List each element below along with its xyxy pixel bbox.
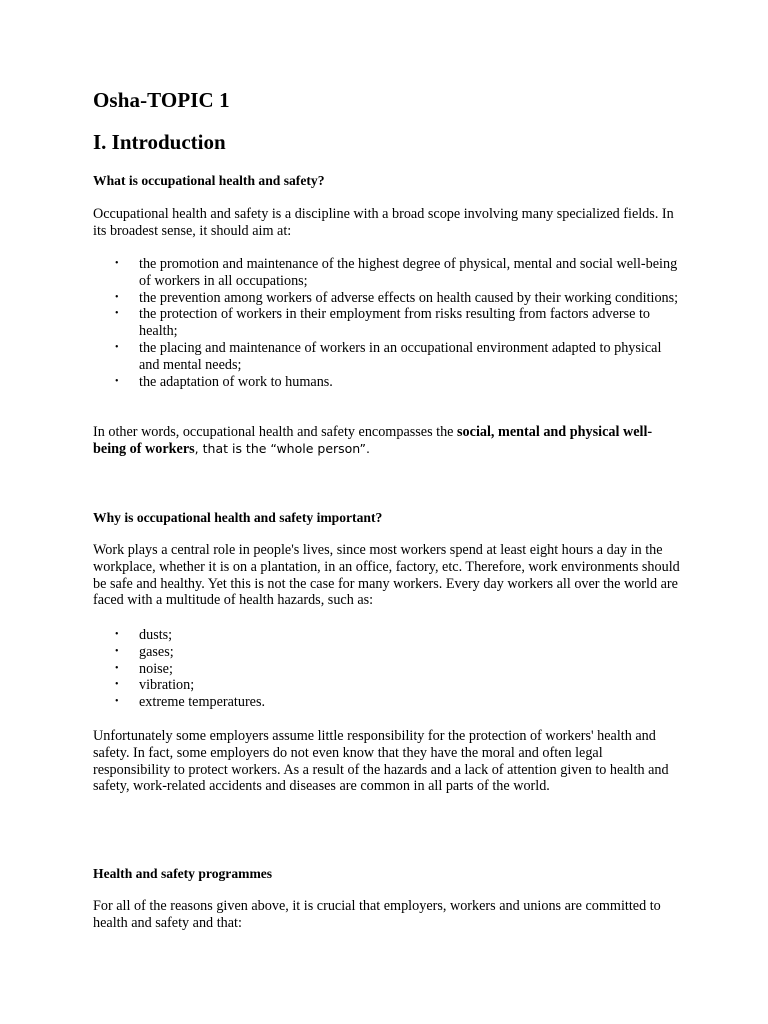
paragraph-programmes: For all of the reasons given above, it is crucial that employers, workers and unions are committed to health and safety and that: <box>93 898 661 931</box>
subheading-why-important: Why is occupational health and safety important? <box>93 510 383 525</box>
aims-list <box>93 256 683 390</box>
paragraph-ohs-intro: Occupational health and safety is a discipline with a broad scope involving many specialized fields. In its broadest sense, it should aim at: <box>93 206 674 239</box>
list-item-text: gases; <box>139 643 174 660</box>
list-item <box>93 627 683 644</box>
list-item <box>93 306 683 340</box>
bullet-icon: • <box>115 291 119 303</box>
list-item <box>93 374 683 391</box>
list-item <box>93 290 683 307</box>
subheading-what-is-ohs: What is occupational health and safety? <box>93 173 325 188</box>
list-item-text: the placing and maintenance of workers in an occupational environment adapted to physical and mental needs; <box>139 339 662 373</box>
bullet-icon: • <box>115 645 119 657</box>
bullet-icon: • <box>115 341 119 353</box>
bullet-icon: • <box>115 629 119 640</box>
bullet-icon: • <box>115 375 119 387</box>
list-item-text: noise; <box>139 660 173 677</box>
list-item <box>93 694 683 711</box>
subheading-programmes: Health and safety programmes <box>93 866 273 881</box>
paragraph-why-important: Work plays a central role in people's lives, since most workers spend at least eight hours a day in the workplace, whether it is on a plantation, in an office, factory, etc. Therefore, work environments should be safe and healthy. Yet this is not the case for many workers. Every day workers all over the world are faced with a multitude of health hazards, such as: <box>93 542 680 609</box>
list-item-text: the protection of workers in their employment from risks resulting from factors adverse to health; <box>139 306 651 340</box>
section-heading-introduction: I. Introduction <box>93 130 226 154</box>
list-item-text: extreme temperatures. <box>139 694 266 711</box>
paragraph-ohs-summary <box>93 424 683 458</box>
summary-prefix: In other words, occupational health and safety encompasses the <box>93 424 458 440</box>
paragraph-employer-responsibility: Unfortunately some employers assume little responsibility for the protection of workers' health and safety. In fact, some employers do not even know that they have the moral and often legal responsibility to protect workers. As a result of the hazards and a lack of attention given to health and safety, work-related accidents and diseases are common in all parts of the world. <box>93 728 669 795</box>
list-item <box>93 677 683 694</box>
summary-emphasis: social, mental and physical well-being of workers <box>93 424 653 457</box>
bullet-icon: • <box>115 308 119 320</box>
list-item-text: the promotion and maintenance of the highest degree of physical, mental and social well-being of workers in all occupations; <box>139 256 678 289</box>
list-item-text: the adaptation of work to humans. <box>139 373 333 390</box>
list-item-text: vibration; <box>139 677 195 694</box>
bullet-icon: • <box>115 662 119 674</box>
bullet-icon: • <box>115 258 119 269</box>
list-item-text: the prevention among workers of adverse effects on health caused by their working conditions; <box>139 289 679 306</box>
list-item <box>93 661 683 678</box>
list-item <box>93 256 683 290</box>
bullet-icon: • <box>115 679 119 691</box>
list-item <box>93 644 683 661</box>
list-item-text: dusts; <box>139 627 173 643</box>
document-title: Osha-TOPIC 1 <box>93 88 230 112</box>
hazards-list <box>93 627 683 711</box>
bullet-icon: • <box>115 696 119 708</box>
list-item <box>93 340 683 374</box>
summary-suffix: , that is the “whole person”. <box>194 440 370 456</box>
